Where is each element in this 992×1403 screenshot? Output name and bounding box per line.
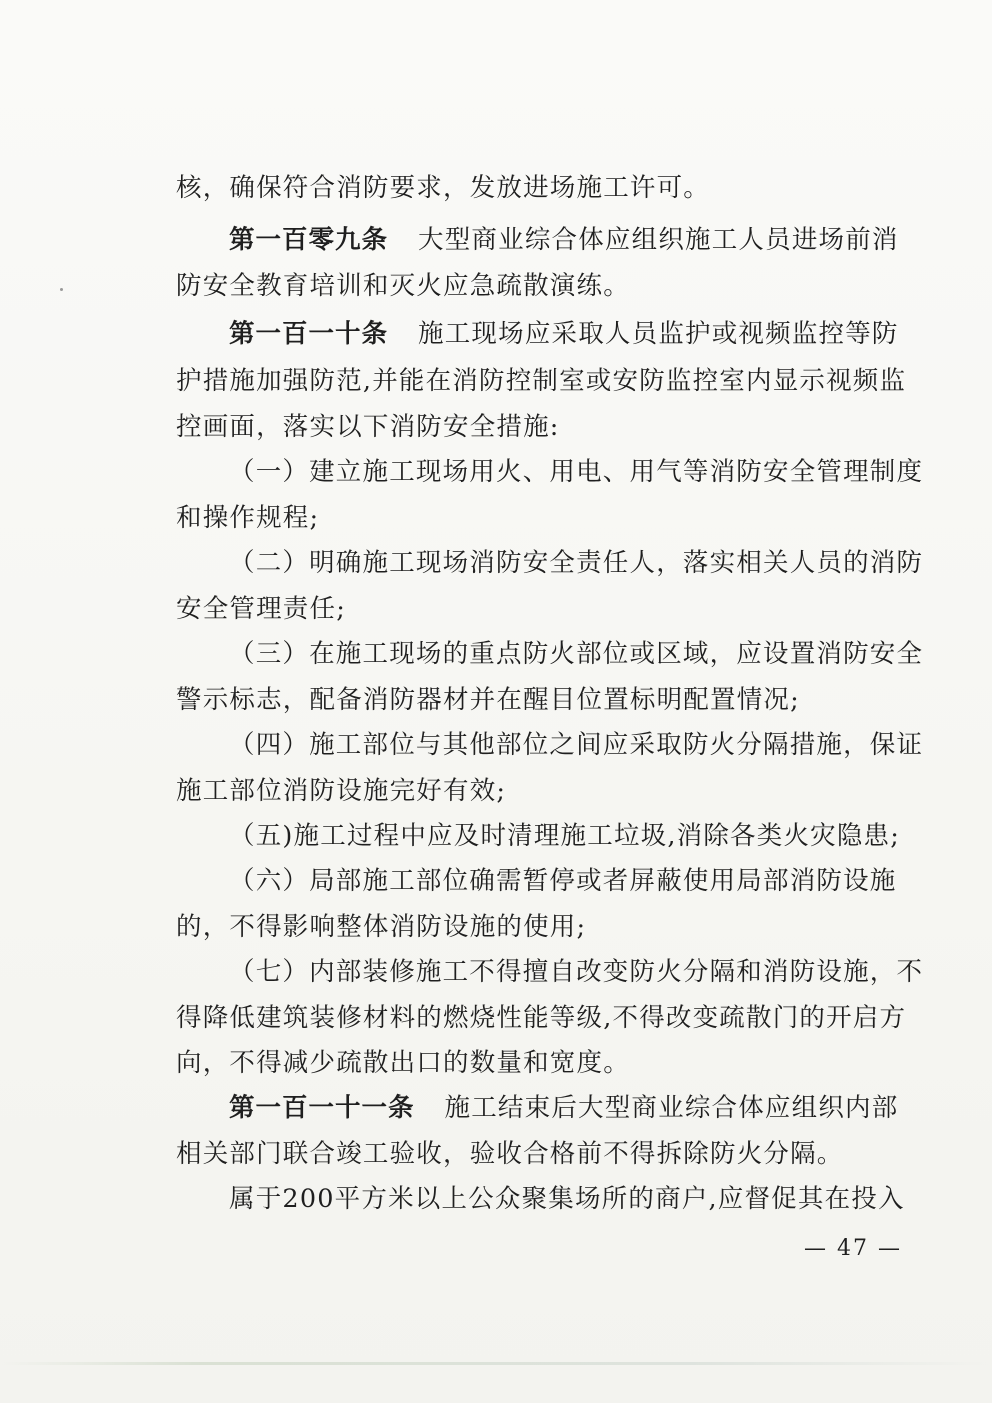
article-109-line [229,220,899,260]
text-line: 施工部位消防设施完好有效; [176,776,507,806]
text-line: 得降低建筑装修材料的燃烧性能等级,不得改变疏散门的开启方 [176,1003,907,1033]
text-line: 安全管理责任; [176,594,346,624]
article-heading: 第一百一十条 [229,319,389,349]
scan-artifact [0,1362,992,1365]
list-item-7: （七）内部装修施工不得擅自改变防火分隔和消防设施，不 [229,957,924,987]
article-heading: 第一百零九条 [229,225,389,255]
article-heading: 第一百一十一条 [229,1093,415,1123]
article-text: 施工结束后大型商业综合体应组织内部 [444,1093,899,1123]
scan-speck [60,288,63,291]
text-line: 属于200平方米以上公众聚集场所的商户,应督促其在投入 [229,1184,905,1214]
text-line: 和操作规程; [176,503,320,533]
text-line: 防安全教育培训和灭火应急疏散演练。 [176,271,630,301]
list-item-5: （五)施工过程中应及时清理施工垃圾,消除各类火灾隐患; [229,821,901,851]
text-line: 的，不得影响整体消防设施的使用; [176,912,587,942]
text-line: 警示标志，配备消防器材并在醒目位置标明配置情况; [176,685,800,715]
article-text: 施工现场应采取人员监护或视频监控等防 [418,319,899,349]
list-item-6: （六）局部施工部位确需暂停或者屏蔽使用局部消防设施 [229,866,897,896]
list-item-3: （三）在施工现场的重点防火部位或区域，应设置消防安全 [229,639,924,669]
list-item-2: （二）明确施工现场消防安全责任人，落实相关人员的消防 [229,548,924,578]
text-line: 核，确保符合消防要求，发放进场施工许可。 [176,173,711,203]
article-110-line [229,314,899,354]
text-line: 护措施加强防范,并能在消防控制室或安防监控室内显示视频监 [176,366,907,396]
text-line: 向，不得减少疏散出口的数量和宽度。 [176,1048,630,1078]
article-text: 大型商业综合体应组织施工人员进场前消 [418,225,899,255]
list-item-4: （四）施工部位与其他部位之间应采取防火分隔措施，保证 [229,730,924,760]
text-line: 相关部门联合竣工验收，验收合格前不得拆除防火分隔。 [176,1139,844,1169]
text-line: 控画面，落实以下消防安全措施: [176,412,560,442]
list-item-1: （一）建立施工现场用火、用电、用气等消防安全管理制度 [229,457,924,487]
page-number: — 47 — [804,1236,902,1261]
article-111-line [229,1088,898,1128]
